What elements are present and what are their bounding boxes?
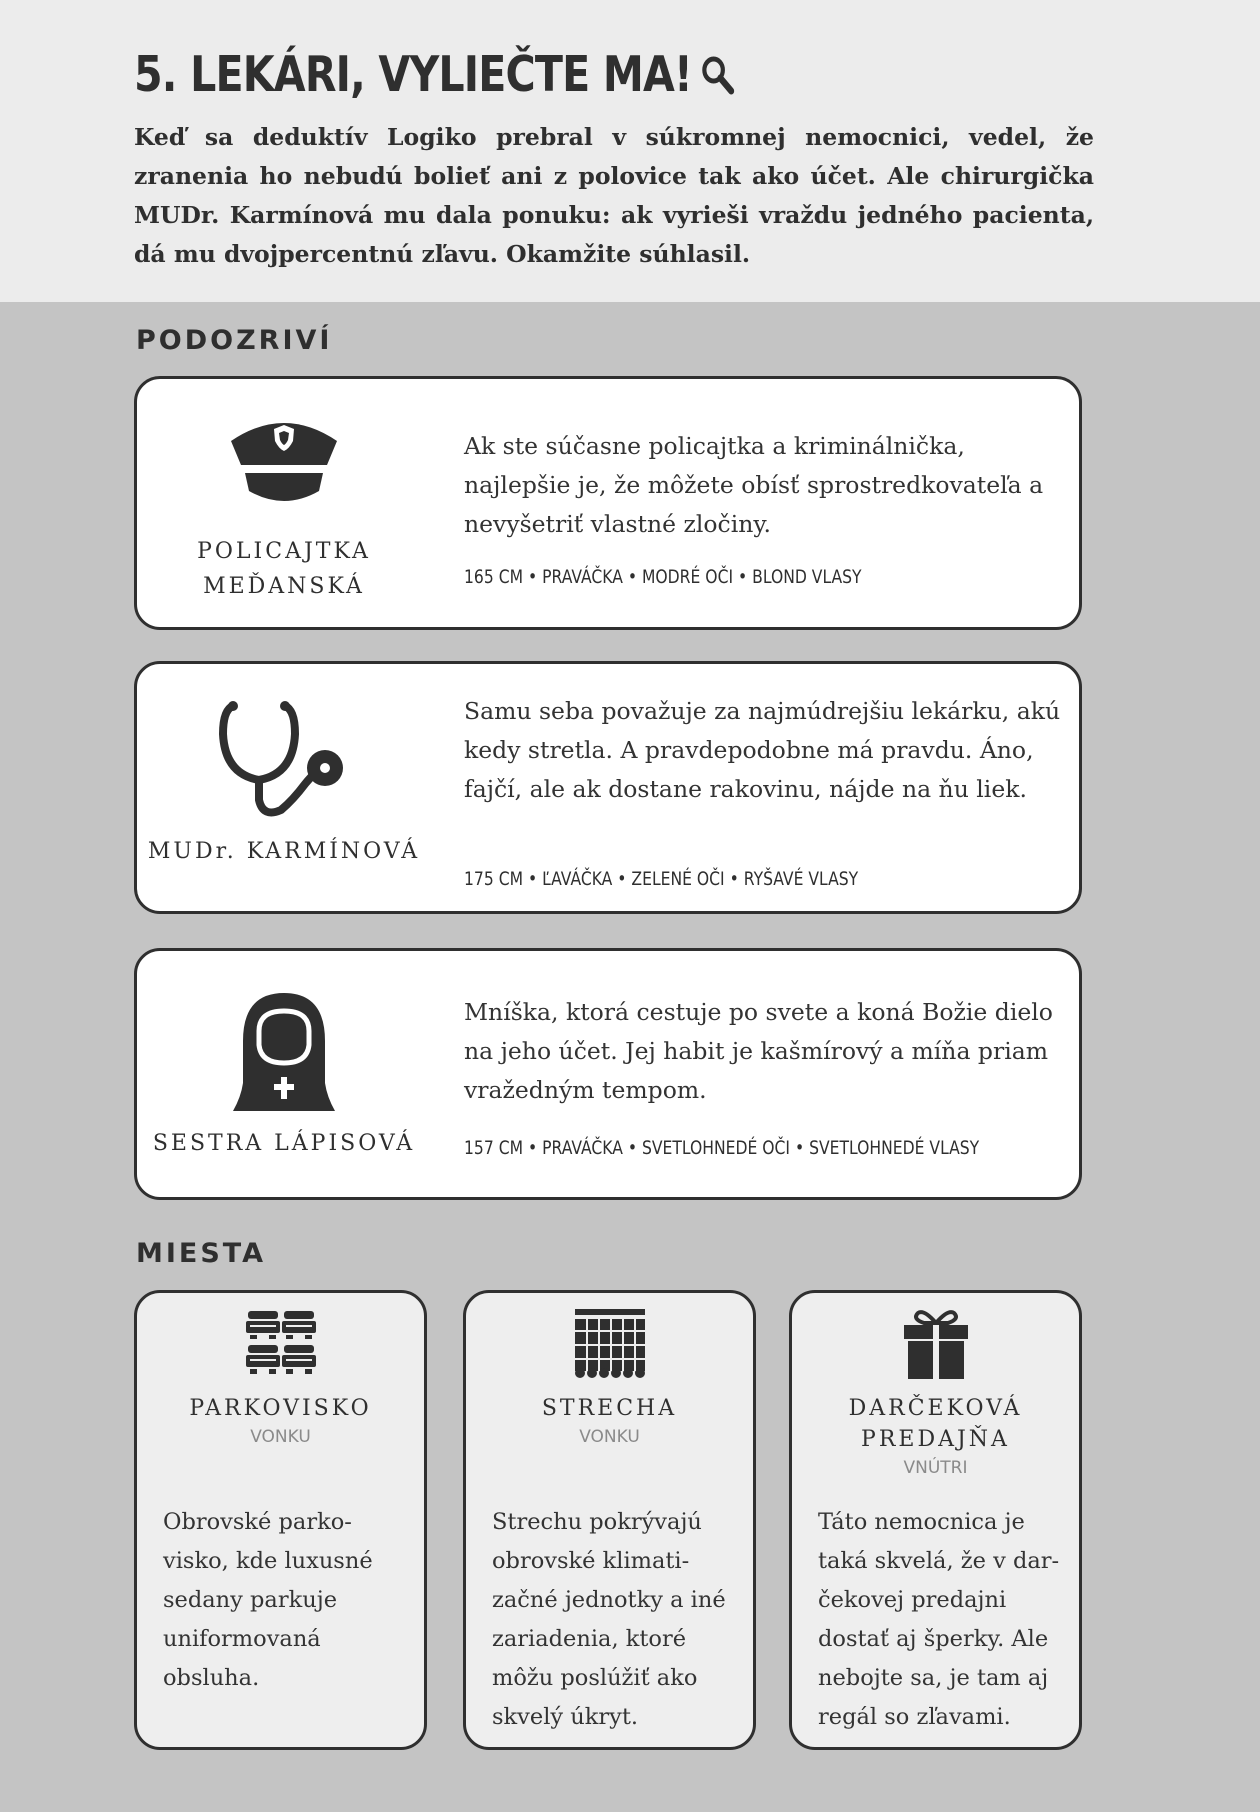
suspect-name-line1: SESTRA LÁPISOVÁ (152, 1131, 416, 1156)
gift-icon (904, 1309, 968, 1381)
place-type: VONKU (579, 1427, 640, 1447)
suspect-name-line1: POLICAJTKA (197, 539, 371, 564)
suspect-traits: 157 CM • PRAVÁČKA • SVETLOHNEDÉ OČI • SVETLOHNEDÉ VLASY (464, 1137, 980, 1159)
police-hat-icon (223, 407, 345, 511)
place-name (466, 1393, 753, 1450)
magnifier-icon (700, 54, 735, 96)
suspects-heading: PODOZRIVÍ (136, 325, 333, 356)
place-type: VONKU (250, 1427, 311, 1447)
suspect-name (139, 834, 429, 869)
places-heading: MIESTA (136, 1238, 267, 1269)
place-name-text: PARKOVISKO (189, 1396, 372, 1421)
place-card-strecha (463, 1290, 756, 1750)
place-name (792, 1393, 1079, 1481)
suspect-name (139, 1126, 429, 1161)
intro-text: Keď sa deduktív Logiko prebral v súkromnej nemocnici, vedel, že zranenia ho nebudú bolieť ani z polovice tak ako účet. Ale chirurgička MUDr. Karmínová mu dala ponuku: ak vyrieši vraždu jedného pacienta, dá mu dvojpercentnú zľavu. Okamžite súhlasil. (134, 123, 1094, 268)
suspect-card-medanska (134, 376, 1082, 630)
place-description: Táto nemocnica je taká skvelá, že v dar-čekovej predajni dostať aj šperky. Ale nebojte sa, je tam aj regál so zľavami. (818, 1509, 1060, 1730)
suspect-name-line1: MUDr. KARMÍNOVÁ (147, 839, 421, 864)
suspect-card-karminova (134, 661, 1082, 914)
suspect-description: Mníška, ktorá cestuje po svete a koná Božie dielo na jeho účet. Jej habit je kašmírový a míňa priam vražedným tempom. (464, 998, 1053, 1104)
place-name-text: STRECHA (541, 1396, 678, 1421)
stethoscope-icon (219, 700, 349, 824)
roof-tiles-icon (575, 1309, 645, 1381)
place-card-parkovisko (134, 1290, 427, 1750)
place-description: Obrovské parko-visko, kde luxusné sedany parkuje uniformovaná obsluha. (163, 1509, 373, 1691)
nun-icon (229, 991, 339, 1113)
suspect-name-line2: MEĎANSKÁ (203, 574, 365, 599)
header-panel (0, 0, 1260, 302)
place-name-text: DARČEKOVÁ PREDAJŇA (848, 1396, 1023, 1452)
suspect-card-lapisova (134, 948, 1082, 1200)
suspect-description: Samu seba považuje za najmúdrejšiu lekárku, akú kedy stretla. A pravdepodobne má pravdu. Áno, fajčí, ale ak dostane rakovinu, nájde na ňu liek. (464, 697, 1061, 803)
parked-cars-icon (246, 1309, 316, 1377)
place-description: Strechu pokrývajú obrovské klimati-začné jednotky a iné zariadenia, ktoré môžu poslúžiť ako skvelý úkryt. (492, 1509, 726, 1730)
suspect-traits: 175 CM • ĽAVÁČKA • ZELENÉ OČI • RYŠAVÉ VLASY (464, 868, 859, 890)
suspect-description: Ak ste súčasne policajtka a kriminálnička, najlepšie je, že môžete obísť sprostredkovateľa a nevyšetriť vlastné zločiny. (464, 432, 1044, 538)
suspect-traits: 165 CM • PRAVÁČKA • MODRÉ OČI • BLOND VLASY (464, 566, 862, 588)
page-title-text: 5. LEKÁRI, VYLIEČTE MA! (134, 46, 692, 103)
page-title (134, 46, 736, 103)
place-name (137, 1393, 424, 1450)
place-type: VNÚTRI (903, 1458, 968, 1478)
place-card-darcekova-predajna (789, 1290, 1082, 1750)
suspect-name (139, 534, 429, 604)
